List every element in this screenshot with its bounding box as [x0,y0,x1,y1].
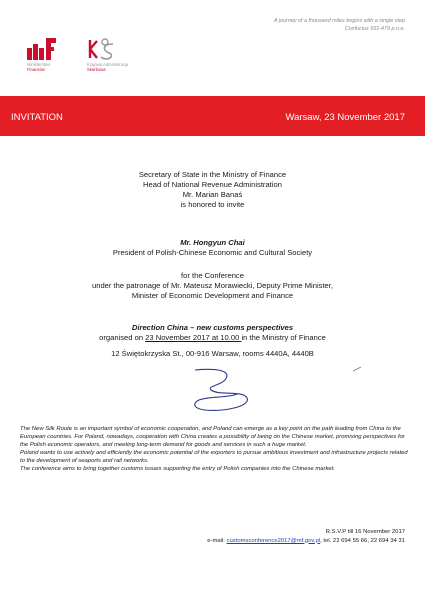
host-block [0,170,425,210]
signature-icon [185,366,255,414]
kas-logo-icon [87,38,117,60]
national-revenue-administration-logo [87,38,128,72]
quote-text: A journey of a thousand miles begins with a single step [273,18,405,24]
ministry-of-finance-logo [27,38,57,72]
invitation-banner [0,96,425,136]
email-prefix: e-mail: [207,537,227,544]
rsvp-deadline: R.S.V.P till 16 November 2017 [325,529,405,535]
conference-description [20,425,410,473]
email-link[interactable]: customsconference2017@mf.gov.pl [226,537,321,544]
organised-date: 23 November 2017 at 10.00 [145,333,242,342]
invitation-date: Warsaw, 23 November 2017 [285,112,405,123]
guest-name: Mr. Hongyun Chai [180,238,245,247]
host-line-2: Head of National Revenue Administration [143,180,282,189]
organised-prefix: organised on [99,333,146,342]
conference-intro-line-3: Minister of Economic Development and Finance [131,291,294,300]
phone-numbers: , tel. 22 694 55 66, 22 694 34 31 [320,537,405,544]
mf-logo-caption-1: Ministerstwo [27,62,51,67]
check-mark-icon [352,366,362,372]
conference-intro-block [0,271,425,301]
kas-logo-caption-2: Skarbowa [87,67,106,72]
host-name: Mr. Marian Banaś [182,190,243,199]
mf-logo-caption-2: Finansów [27,67,45,72]
conference-address: 12 Świętokrzyska St., 00-916 Warsaw, rooms 4440A, 4440B [111,349,314,358]
conference-title: Direction China – new customs perspectives [131,323,294,332]
organised-suffix: in the Ministry of Finance [241,333,326,342]
kas-logo-caption-1: Krajowa Administracja [87,62,129,67]
conference-intro-line-2: under the patronage of Mr. Mateusz Morawiecki, Deputy Prime Minister, [92,281,333,290]
invitation-label: INVITATION [11,112,63,123]
conference-intro-line-1: for the Conference [181,271,244,280]
guest-block [0,238,425,258]
mf-logo-icon [27,38,57,60]
host-invite-text: is honored to invite [180,200,245,209]
description-paragraph-2: Poland wants to use actively and efficiently the economic potential of the exporters to pursue ambitious investment and infrastructure projects related to the development of seaports and rail networks. [20,450,408,464]
guest-title: President of Polish-Chinese Economic and Cultural Society [112,248,313,257]
epigraph-quote [274,17,405,33]
host-line-1: Secretary of State in the Ministry of Finance [138,170,287,179]
quote-author: Confucius 551-479 p.n.e. [344,26,405,32]
conference-organised [0,333,425,343]
description-paragraph-1: The New Silk Route is an important symbol of economic cooperation, and Poland can emerge as a key point on the path leading from China to the European countries. For Poland, nowadays, cooperation with China creates a possibility of being on the Chinese market, promising perspectives for the Polish economic operators, and meeting long-term demand for goods and services in such a huge market. [20,426,405,448]
description-paragraph-3: The conference aims to bring together customs issues supporting the entry of Polish companies into the Chinese market. [20,466,335,472]
logo-row [27,38,128,72]
rsvp-contact [207,537,405,546]
conference-block [0,323,425,359]
rsvp-block [207,528,405,545]
